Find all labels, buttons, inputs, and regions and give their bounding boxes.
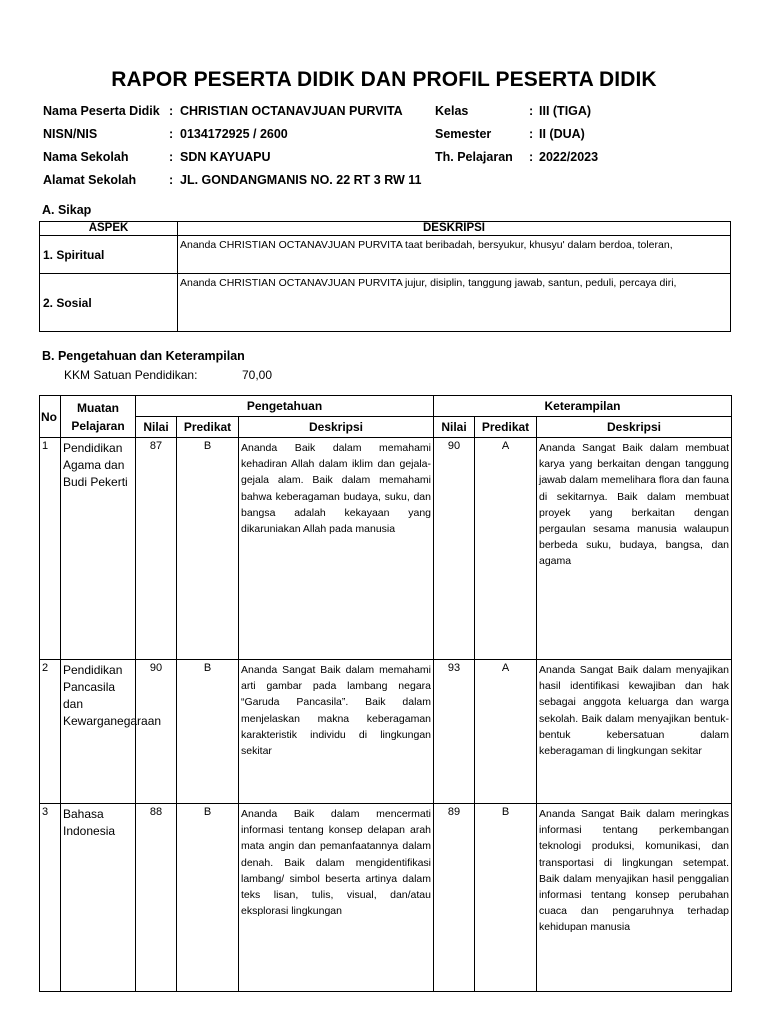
sekolah-label: Nama Sekolah (43, 150, 129, 164)
row-p-nilai: 87 (136, 438, 177, 660)
identity-row-sekolah (43, 150, 743, 170)
colon: : (529, 127, 534, 141)
row-p-predikat: B (177, 438, 239, 660)
deskripsi-header: DESKRIPSI (178, 222, 731, 236)
identity-row-alamat (43, 173, 743, 193)
sikap-row-spiritual (40, 236, 731, 274)
deskripsi-sosial: Ananda CHRISTIAN OCTANAVJUAN PURVITA jujur, disiplin, tanggung jawab, santun, peduli, percaya diri, (178, 274, 731, 332)
alamat-value: JL. GONDANGMANIS NO. 22 RT 3 RW 11 (180, 173, 422, 187)
tahun-pelajaran-label: Th. Pelajaran (435, 150, 513, 164)
section-a-title: A. Sikap (42, 203, 92, 217)
row-p-predikat: B (177, 804, 239, 992)
table-row (40, 660, 732, 804)
sekolah-value: SDN KAYUAPU (180, 150, 271, 164)
kelas-value: III (TIGA) (539, 104, 592, 118)
row-k-nilai: 90 (434, 438, 475, 660)
aspek-sosial: 2. Sosial (40, 274, 178, 332)
grades-header-row-1 (40, 396, 732, 417)
colon: : (169, 150, 174, 164)
section-b-title: B. Pengetahuan dan Keterampilan (42, 349, 245, 363)
sikap-row-sosial (40, 274, 731, 332)
row-mapel: Pendidikan Pancasila dan Kewarganegaraan (61, 660, 136, 804)
row-p-deskripsi: Ananda Sangat Baik dalam memahami arti gambar pada lambang negara “Garuda Pancasila”. Baik dalam menjelaskan makna keberagaman karakteristik individu di lingkungan sekitar (239, 660, 434, 804)
row-k-predikat: A (475, 438, 537, 660)
row-no: 2 (40, 660, 61, 804)
row-p-nilai: 88 (136, 804, 177, 992)
colon: : (169, 127, 174, 141)
alamat-label: Alamat Sekolah (43, 173, 137, 187)
table-row (40, 804, 732, 992)
colon: : (169, 173, 174, 187)
muatan-header: Muatan Pelajaran (61, 396, 136, 438)
row-no: 3 (40, 804, 61, 992)
row-p-deskripsi: Ananda Baik dalam memahami kehadiran Allah dalam iklim dan gejala-gejala alam. Baik dalam memahami bahwa keberagaman budaya, suku, dan bangsa adalah kekayaan yang dikaruniakan Allah pada manusia (239, 438, 434, 660)
kelas-label: Kelas (435, 104, 469, 118)
semester-value: II (DUA) (539, 127, 585, 141)
aspek-header: ASPEK (40, 222, 178, 236)
row-k-deskripsi: Ananda Sangat Baik dalam menyajikan hasil identifikasi kewajiban dan hak sebagai anggota keluarga dan warga sekolah. Baik dalam menyajikan bentuk-bentuk kebersatuan dalam keberagaman di lingkungan sekitar (537, 660, 732, 804)
colon: : (529, 150, 534, 164)
colon: : (169, 104, 174, 118)
keterampilan-header: Keterampilan (434, 396, 732, 417)
identity-row-nisn (43, 127, 743, 147)
semester-label: Semester (435, 127, 492, 141)
pengetahuan-header: Pengetahuan (136, 396, 434, 417)
row-p-deskripsi: Ananda Baik dalam mencermati informasi tentang konsep delapan arah mata angin dan pemanfaatannya dalam denah. Baik dalam mengidentifikasi lambang/ simbol beserta artinya dalam teks lisan, tulis, visual, dan/atau eksplorasi lingkungan (239, 804, 434, 992)
k-deskripsi-header: Deskripsi (537, 417, 732, 438)
row-p-nilai: 90 (136, 660, 177, 804)
nisn-label: NISN/NIS (43, 127, 98, 141)
sikap-table (39, 221, 731, 332)
row-k-predikat: B (475, 804, 537, 992)
grades-table (39, 395, 732, 992)
row-mapel: Bahasa Indonesia (61, 804, 136, 992)
p-nilai-header: Nilai (136, 417, 177, 438)
no-header: No (40, 396, 61, 438)
identity-row-nama (43, 104, 743, 124)
sikap-header-row (40, 222, 731, 236)
row-mapel: Pendidikan Agama dan Budi Pekerti (61, 438, 136, 660)
tahun-pelajaran-value: 2022/2023 (539, 150, 599, 164)
aspek-spiritual: 1. Spiritual (40, 236, 178, 274)
grades-header-row-2 (40, 417, 732, 438)
table-row (40, 438, 732, 660)
k-nilai-header: Nilai (434, 417, 475, 438)
row-p-predikat: B (177, 660, 239, 804)
kkm-label: KKM Satuan Pendidikan: (64, 368, 198, 382)
report-title: RAPOR PESERTA DIDIK DAN PROFIL PESERTA DIDIK (111, 68, 657, 91)
row-k-deskripsi: Ananda Sangat Baik dalam membuat karya yang berkaitan dengan tanggung jawab dalam memelihara flora dan fauna di sekitarnya. Baik dalam membuat proyek yang berkaitan dengan pergaulan sesama manusia walaupun berbeda suku, budaya, bangsa, dan agama (537, 438, 732, 660)
nisn-value: 0134172925 / 2600 (180, 127, 288, 141)
kkm-value: 70,00 (242, 368, 273, 382)
p-deskripsi-header: Deskripsi (239, 417, 434, 438)
p-predikat-header: Predikat (177, 417, 239, 438)
row-k-nilai: 89 (434, 804, 475, 992)
row-no: 1 (40, 438, 61, 660)
row-k-predikat: A (475, 660, 537, 804)
nama-label: Nama Peserta Didik (43, 104, 160, 118)
k-predikat-header: Predikat (475, 417, 537, 438)
row-k-nilai: 93 (434, 660, 475, 804)
colon: : (529, 104, 534, 118)
deskripsi-spiritual: Ananda CHRISTIAN OCTANAVJUAN PURVITA taat beribadah, bersyukur, khusyu' dalam berdoa, toleran, (178, 236, 731, 274)
nama-value: CHRISTIAN OCTANAVJUAN PURVITA (180, 104, 403, 118)
row-k-deskripsi: Ananda Sangat Baik dalam meringkas informasi tentang perkembangan teknologi produksi, komunikasi, dan transportasi di lingkungan setempat. Baik dalam menyajikan hasil penggalian informasi tentang konsep perubahan cuaca dan pengaruhnya terhadap kehidupan manusia (537, 804, 732, 992)
